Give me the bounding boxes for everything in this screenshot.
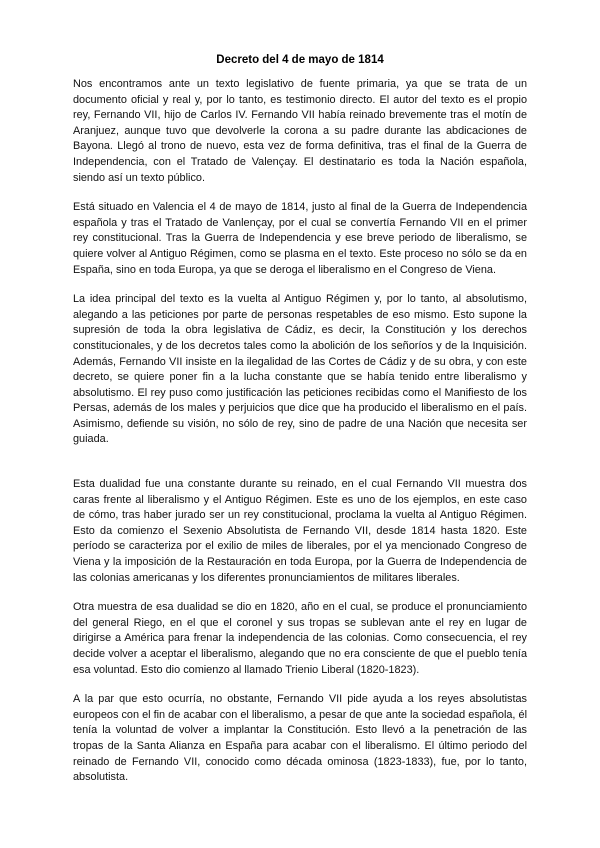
- paragraph-authorship: Nos encontramos ante un texto legislativo de fuente primaria, ya que se trata de un documento oficial y real y, por lo tanto, es testimonio directo. El autor del texto es el propio rey, Fernando VII, hijo de Carlos IV. Fernando VII había reinado brevemente tras el motín de Aranjuez, aunque tuvo que devolverle la corona a su padre durante las abdicaciones de Bayona. Llegó al trono de nuevo, esta vez de forma definitiva, tras el final de la Guerra de Independencia, con el Tratado de Valençay. El destinatario es toda la Nación española, siendo así un texto público.: [73, 78, 527, 184]
- document-body: [73, 77, 527, 800]
- paragraph-duality: Esta dualidad fue una constante durante su reinado, en el cual Fernando VII muestra dos caras frente al liberalismo y el Antiguo Régimen. Este es uno de los ejemplos, en este caso de cómo, tras haber jurado ser un rey constitucional, proclama la vuelta al Antiguo Régimen. Esto da comienzo el Sexenio Absolutista de Fernando VII, desde 1814 hasta 1820. Este período se caracteriza por el exilio de miles de liberales, por el ya mencionado Congreso de Viena y la imposición de la Restauración en toda Europa, por la Guerra de Independencia de las colonias americanas y los diferentes pronunciamientos de militares liberales.: [73, 478, 527, 584]
- paragraph-riego: Otra muestra de esa dualidad se dio en 1820, año en el cual, se produce el pronunciamiento del general Riego, en el que el coronel y sus tropas se sublevan ante el rey en lugar de dirigirse a América para frenar la independencia de las colonias. Como consecuencia, el rey decide volver a aceptar el liberalismo, alegando que no era consciente de que el pueblo tenía esa voluntad. Esto dio comienzo al llamado Trienio Liberal (1820-1823).: [73, 601, 527, 676]
- document-title: Decreto del 4 de mayo de 1814: [216, 54, 384, 66]
- paragraph-main-idea: La idea principal del texto es la vuelta al Antiguo Régimen y, por lo tanto, al absolutismo, alegando a las peticiones por parte de personas respetables de eso mismo. Esto supone la supresión de toda la obra legislativa de Cádiz, es decir, la Constitución y los derechos constitucionales, y de los decretos tales como la abolición de los señoríos y de la Inquisición. Además, Fernando VII insiste en la ilegalidad de las Cortes de Cádiz y de su obra, y con este decreto, se quiere poner fin a la lucha constante que se había tenido entre liberalismo y absolutismo. El rey puso como justificación las peticiones recibidas como el Manifiesto de los Persas, además de los males y perjuicios que dice que ha producido el liberalismo en el país. Asimismo, defiende su visión, no sólo de rey, sino de padre de una Nación que necesita ser guiada.: [73, 293, 527, 446]
- paragraph-holy-alliance: A la par que esto ocurría, no obstante, Fernando VII pide ayuda a los reyes absolutistas europeos con el fin de acabar con el liberalismo, a pesar de que ante la sociedad española, él tenía la voluntad de volver a implantar la Constitución. Esto llevó a la penetración de las tropas de la Santa Alianza en España para acabar con el liberalismo. El último periodo del reinado de Fernando VII, conocido como década ominosa (1823-1833), fue, por lo tanto, absolutista.: [73, 693, 527, 784]
- paragraph-context: Está situado en Valencia el 4 de mayo de 1814, justo al final de la Guerra de Independencia española y tras el Tratado de Vanlençay, por el cual se convertía Fernando VII en el primer rey constitucional. Tras la Guerra de Independencia y ese breve periodo de liberalismo, se quiere volver al Antiguo Régimen, como se plasma en el texto. Este proceso no sólo se da en España, sino en toda Europa, ya que se deroga el liberalismo en el Congreso de Viena.: [73, 201, 527, 276]
